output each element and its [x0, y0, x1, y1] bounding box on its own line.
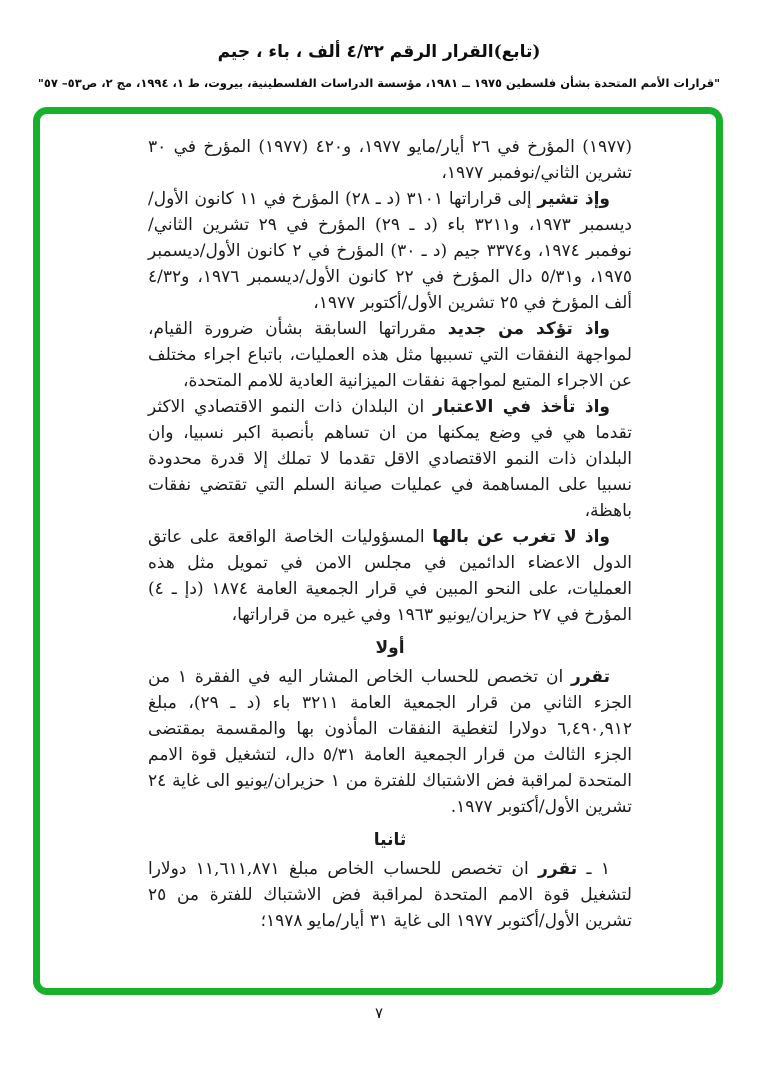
paragraph-lead: واذ تأخذ في الاعتبار: [433, 397, 610, 417]
document-body: [148, 134, 632, 934]
paragraph-lead: واذ لا تغرب عن بالها: [432, 527, 610, 547]
paragraph-lead: وإذ تشير: [537, 189, 610, 209]
section-heading: ثانيا: [373, 830, 407, 850]
section-heading: أولا: [375, 638, 405, 658]
page-number: ٧: [374, 1004, 384, 1022]
paragraph: تقرر ان تخصص للحساب الخاص المشار اليه في الفقرة ١ من الجزء الثاني من قرار الجمعية العامة ٣٢١١ باء (د ـ ٢٩)، مبلغ ٦,٤٩٠,٩١٢ دولارا لتغطية النفقات المأذون بها والمقسمة بمقتضى الجزء الثالث من قرار الجمعية العامة ٥/٣١ دال، لتشغيل قوة الامم المتحدة لمراقبة فض الاشتباك للفترة من ١ حزيران/يونيو الى غاية ٢٤ تشرين الأول/أكتوبر ١٩٧٧.: [148, 667, 633, 817]
document-title: (تابع)القرار الرقم ٤/٣٢ ألف ، باء ، جيم: [217, 42, 541, 62]
source-citation: "قرارات الأمم المتحدة بشأن فلسطين ١٩٧٥ ــ ١٩٨١، مؤسسة الدراسات الفلسطينية، بيروت، ط ١، ١٩٩٤، مج ٢، ص٥٣– ٥٧": [37, 76, 721, 90]
paragraph: واذ لا تغرب عن بالها المسؤوليات الخاصة الواقعة على عاتق الدول الاعضاء الدائمين في مجلس الامن في تمويل مثل هذه العمليات، على النحو المبين في قرار الجمعية العامة ١٨٧٤ (دإ ـ ٤) المؤرخ في ٢٧ حزيران/يونيو ١٩٦٣ وفي غيره من قراراتها،: [148, 527, 632, 625]
paragraph-lead: واذ تؤكد من جديد: [447, 319, 610, 339]
paragraph: ١ ـ تقرر ان تخصص للحساب الخاص مبلغ ١١,٦١١,٨٧١ دولارا لتشغيل قوة الامم المتحدة لمراقبة فض الاشتباك للفترة من ٢٥ تشرين الأول/أكتوبر ١٩٧٧ الى غاية ٣١ أيار/مايو ١٩٧٨؛: [148, 859, 632, 931]
paragraph: واذ تؤكد من جديد مقرراتها السابقة بشأن ضرورة القيام، لمواجهة النفقات التي تسببها مثل هذه العمليات، باتباع اجراء مختلف عن الاجراء المتبع لمواجهة نفقات الميزانية العادية للامم المتحدة،: [148, 319, 632, 391]
paragraph: وإذ تشير إلى قراراتها ٣١٠١ (د ـ ٢٨) المؤرخ في ١١ كانون الأول/ديسمبر ١٩٧٣، و٣٢١١ باء (د ـ ٢٩) المؤرخ في ٢٩ تشرين الثاني/نوفمبر ١٩٧٤، و٣٣٧٤ جيم (د ـ ٣٠) المؤرخ في ٢ كانون الأول/ديسمبر ١٩٧٥، و٥/٣١ دال المؤرخ في ٢٢ كانون الأول/ديسمبر ١٩٧٦، و٤/٣٢ ألف المؤرخ في ٢٥ تشرين الأول/أكتوبر ١٩٧٧،: [148, 189, 632, 313]
paragraph: (١٩٧٧) المؤرخ في ٢٦ أيار/مايو ١٩٧٧، و٤٢٠ (١٩٧٧) المؤرخ في ٣٠ تشرين الثاني/نوفمبر ١٩٧٧،: [148, 137, 632, 183]
paragraph-lead: تقرر: [571, 667, 610, 687]
paragraph: واذ تأخذ في الاعتبار ان البلدان ذات النمو الاقتصادي الاكثر تقدما هي في وضع يمكنها من ان تساهم بأنصبة اكبر نسبيا، وان البلدان ذات النمو الاقتصادي الاقل تقدما لا تملك إلا قدرة محدودة نسبيا على المساهمة في عمليات صيانة السلم التي تقتضي نفقات باهظة،: [148, 397, 632, 521]
annotation-highlight-box: [33, 107, 723, 995]
paragraph-lead: تقرر: [538, 859, 578, 879]
